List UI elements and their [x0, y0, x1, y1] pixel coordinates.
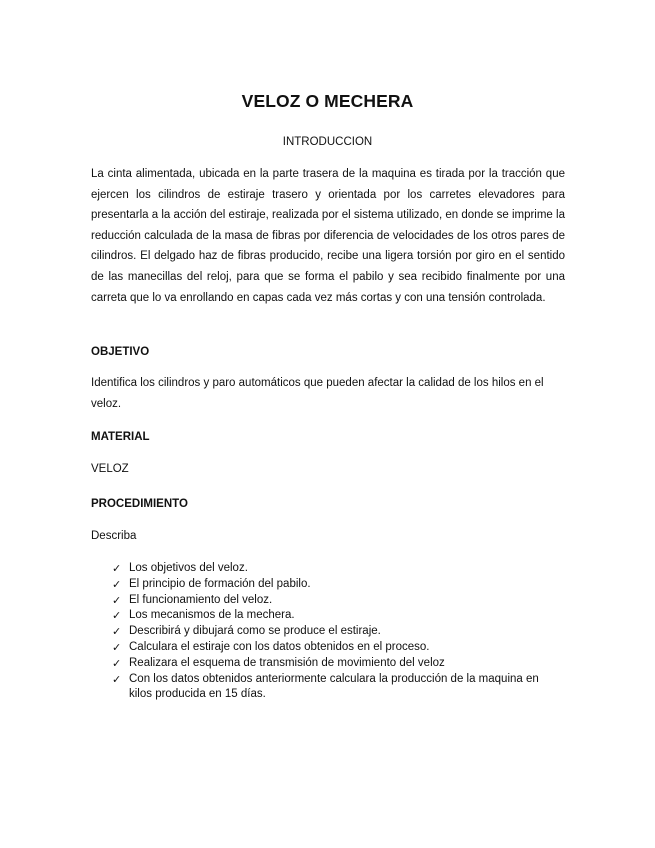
procedimiento-paragraph: Describa [91, 530, 137, 542]
list-item-text: Los objetivos del veloz. [129, 562, 248, 574]
list-item-text: El funcionamiento del veloz. [129, 593, 273, 606]
checkmark-icon: ✓ [112, 672, 122, 686]
checkmark-icon: ✓ [112, 640, 122, 654]
list-item [112, 640, 552, 656]
heading-procedimiento: PROCEDIMIENTO [91, 498, 188, 510]
list-item [112, 608, 552, 624]
list-item [112, 577, 552, 593]
list-item [112, 624, 552, 640]
list-item-text: Realizara el esquema de transmisión de movimiento del veloz [129, 656, 445, 669]
intro-paragraph: La cinta alimentada, ubicada en la parte trasera de la maquina es tirada por la tracción que ejercen los cilindros de estiraje trasero y orientada por los carretes elevadores para presentarla a la acción del estiraje, realizada por el sistema utilizado, en donde se imprime la reducción calculada de la masa de fibras por diferencia de velocidades de los otros pares de cilindros. El delgado haz de fibras producido, recibe una ligera torsión por giro en el sentido de las manecillas del reloj, para que se forma el pabilo y sea recibido finalmente por una carreta que lo va enrollando en capas cada vez más cortas y con una tensión controlada. [91, 168, 565, 304]
heading-material: MATERIAL [91, 431, 150, 443]
section-title-introduccion: INTRODUCCION [282, 136, 373, 148]
checkmark-icon: ✓ [112, 625, 122, 639]
objetivo-paragraph: Identifica los cilindros y paro automáticos que pueden afectar la calidad de los hilos en el veloz. [91, 377, 544, 410]
list-item-text: Calculara el estiraje con los datos obtenidos en el proceso. [129, 640, 430, 653]
checkmark-icon: ✓ [112, 577, 122, 591]
list-item-text: El principio de formación del pabilo. [129, 577, 311, 590]
list-item [112, 672, 552, 704]
list-item-text: Con los datos obtenidos anteriormente calculara la producción de la maquina en kilos producida en 15 días. [129, 672, 539, 701]
material-paragraph: VELOZ [91, 463, 129, 475]
heading-objetivo: OBJETIVO [91, 346, 150, 358]
checkmark-icon: ✓ [112, 656, 122, 670]
list-item-text: Los mecanismos de la mechera. [129, 609, 295, 622]
checkmark-icon: ✓ [112, 609, 122, 623]
checkmark-icon: ✓ [112, 562, 122, 575]
list-item-text: Describirá y dibujará como se produce el estiraje. [129, 625, 381, 638]
procedure-checklist [112, 561, 552, 703]
list-item [112, 656, 552, 672]
checkmark-icon: ✓ [112, 593, 122, 607]
document-title: VELOZ O MECHERA [241, 91, 414, 111]
list-item [112, 561, 552, 577]
list-item [112, 593, 552, 609]
